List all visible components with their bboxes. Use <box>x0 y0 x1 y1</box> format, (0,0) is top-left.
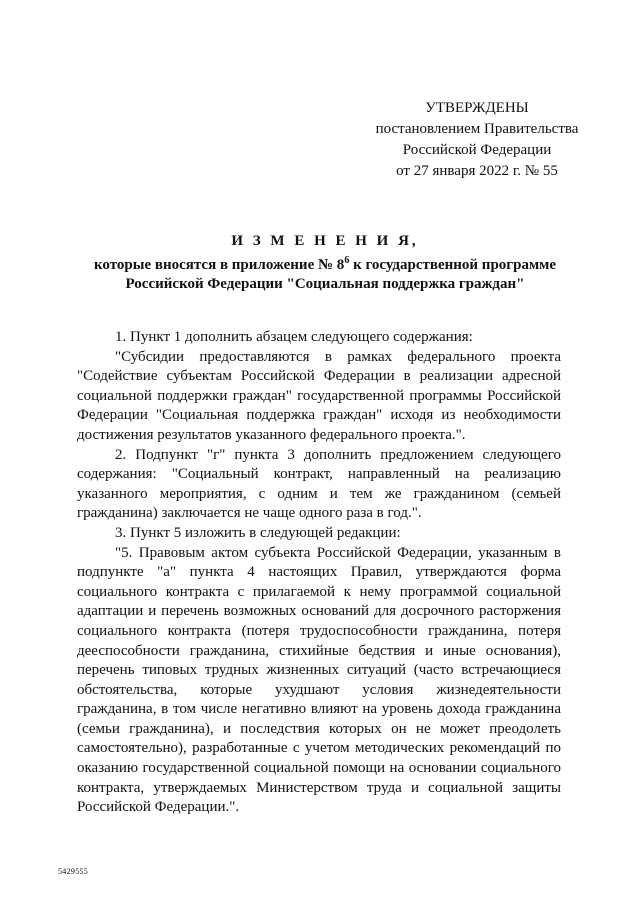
paragraph-5: "5. Правовым актом субъекта Российской Федерации, указанным в подпункте "а" пункта 4 настоящих Правил, утверждаются форма социального контракта с прилагаемой к нему программой социальной адаптации и перечень возможных оснований для досрочного расторжения социального контракта (потеря трудоспособности гражданина, потеря дееспособности гражданина, стихийные бедствия и иные основания), перечень типовых трудных жизненных ситуаций (часто встречающиеся обстоятельства, которые ухудшают условия жизнедеятельности гражданина, в том числе негативно влияют на уровень дохода гражданина (семьи гражданина), и последствия которых он не может преодолеть самостоятельно), разработанные с учетом методических рекомендаций по оказанию государственной социальной помощи на основании социального контракта, утверждаемых Министерством труда и социальной защиты Российской Федерации.". <box>77 544 561 816</box>
approval-line-date-number: от 27 января 2022 г. № 55 <box>396 163 558 179</box>
document-subtitle <box>60 256 590 275</box>
paragraph-3: 2. Подпункт "г" пункта 3 дополнить предложением следующего содержания: "Социальный контракт, направленный на реализацию указанного мероприятия, с одним и тем же гражданином (семьей гражданина) заключается не чаще одного раза в год.". <box>77 446 561 522</box>
subtitle-text-part2: к государственной программе <box>349 257 557 273</box>
subtitle-text-part1: которые вносятся в приложение № 8 <box>93 257 345 273</box>
document-header <box>60 230 590 294</box>
paragraph-4: 3. Пункт 5 изложить в следующей редакции: <box>115 524 401 541</box>
paragraph-1: 1. Пункт 1 дополнить абзацем следующего содержания: <box>115 329 473 345</box>
approval-line-federation: Российской Федерации <box>402 142 552 158</box>
document-subtitle-line2: Российской Федерации "Социальная поддержка граждан" <box>125 276 525 292</box>
paragraph-2: "Субсидии предоставляются в рамках федерального проекта "Содействие субъектам Российской Федерации в реализации адресной социальной поддержки граждан" государственной программы Российской Федерации "Социальная поддержка граждан" исходя из необходимости достижения результатов указанного федерального проекта.". <box>77 348 561 443</box>
document-body <box>77 328 561 818</box>
subtitle-superscript: 6 <box>344 255 350 266</box>
approval-line-resolution: постановлением Правительства <box>375 121 579 137</box>
document-title: И З М Е Н Е Н И Я, <box>231 233 419 249</box>
document-code: 5429555 <box>58 867 89 876</box>
approval-block <box>352 98 602 182</box>
approval-title: УТВЕРЖДЕНЫ <box>425 100 529 116</box>
